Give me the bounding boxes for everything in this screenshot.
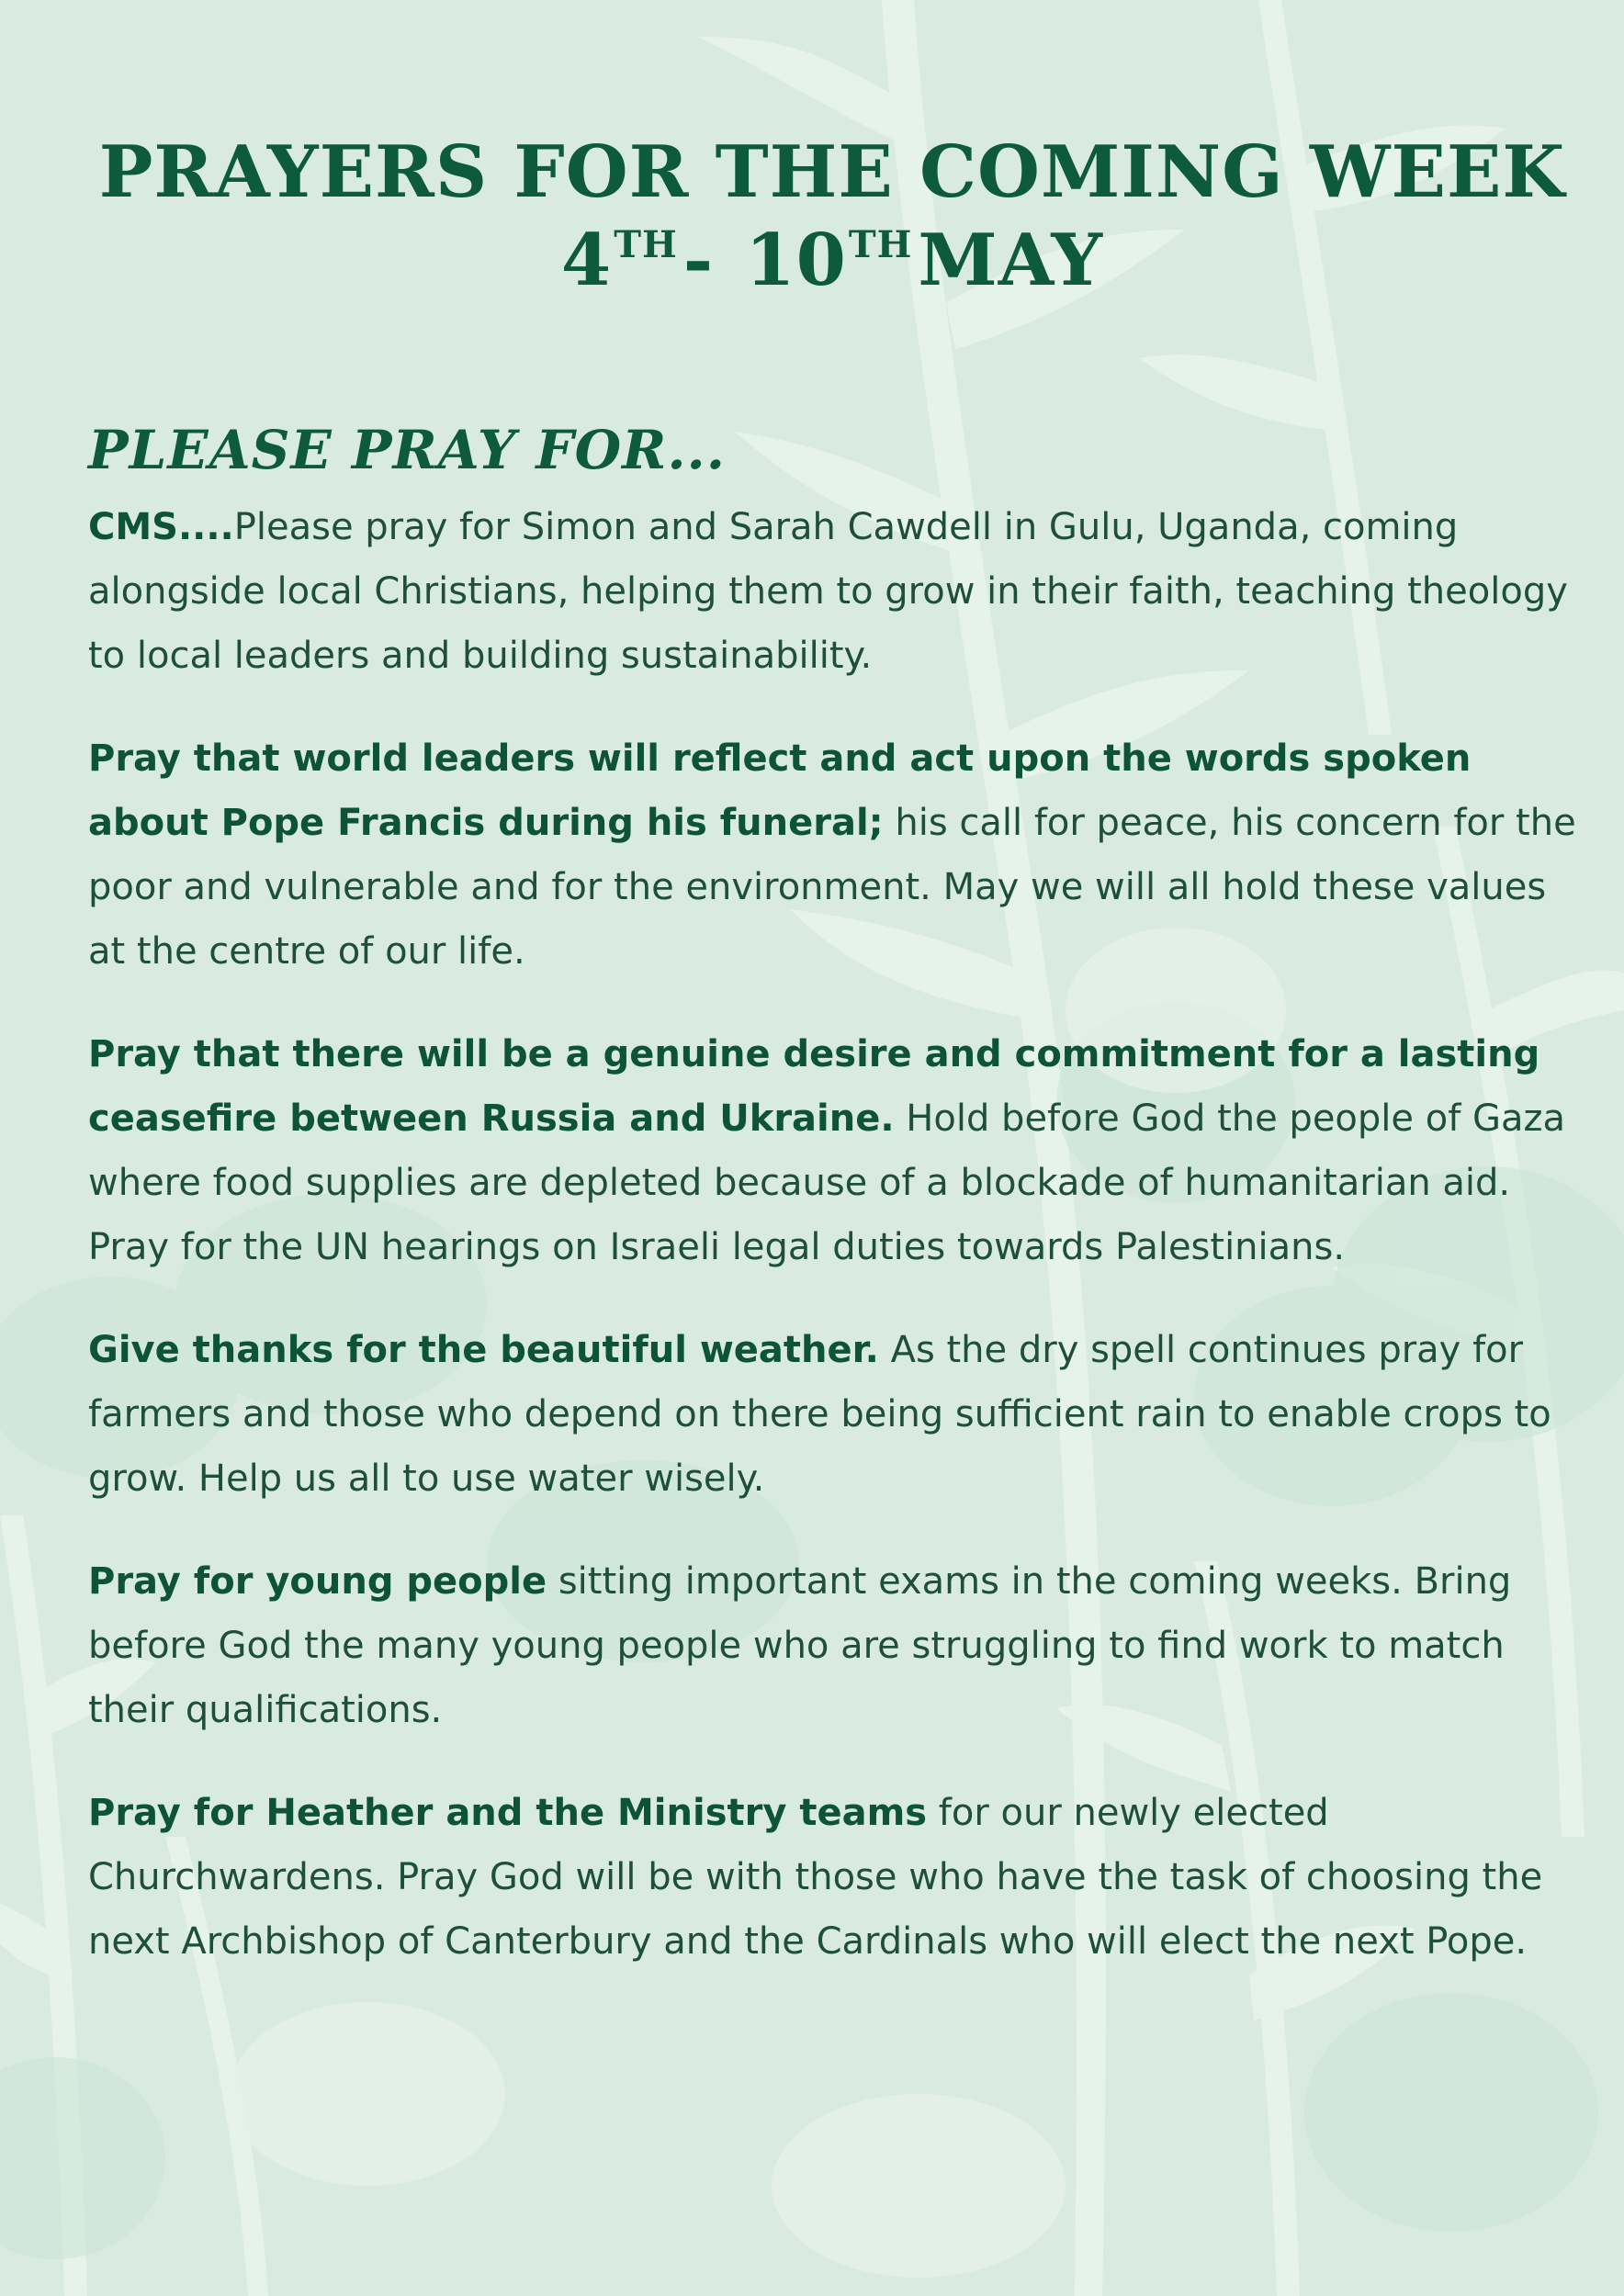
section-heading: PLEASE PRAY FOR...	[88, 419, 726, 481]
prayer-item-cms	[88, 495, 1576, 688]
prayer-text: As the dry spell continues pray for farmers and those who depend on there being sufficient rain to enable crops to grow. Help us all to use water wisely.	[88, 1329, 1551, 1500]
prayer-text: Hold before God the people of Gaza where food supplies are depleted because of a blockade of humanitarian aid. Pray for the UN hearings on Israeli legal duties towards Palestinians.	[88, 1097, 1566, 1268]
prayer-text: for our newly elected Churchwardens. Pray God will be with those who have the task of choosing the next Archbishop of Canterbury and the Cardinals who will elect the next Pope.	[88, 1792, 1543, 1963]
page-title	[88, 129, 1576, 317]
date-month: MAY	[918, 219, 1104, 302]
date-range	[88, 217, 1576, 317]
prayer-lead: Give thanks for the beautiful weather.	[88, 1329, 879, 1371]
prayer-text: sitting important exams in the coming weeks. Bring before God the many young people who are struggling to find work to match their qualifications.	[88, 1560, 1512, 1731]
date-separator: -	[682, 219, 715, 302]
prayer-item-young-people	[88, 1549, 1576, 1742]
prayer-lead: Pray for young people	[88, 1560, 547, 1603]
prayer-sheet	[88, 0, 1576, 1974]
date-end-suffix: TH	[848, 223, 913, 266]
prayer-lead: Pray for Heather and the Ministry teams	[88, 1792, 928, 1834]
title-line: PRAYERS FOR THE COMING WEEK	[98, 130, 1566, 214]
prayer-item-ceasefire	[88, 1022, 1576, 1279]
prayer-lead: Pray that there will be a genuine desire and commitment for a lasting ceasefire between Russia and Ukraine.	[88, 1033, 1540, 1140]
prayer-lead: CMS....	[88, 506, 234, 548]
date-start-suffix: TH	[614, 223, 678, 266]
date-end-number: 10	[745, 219, 847, 302]
date-start-number: 4	[560, 219, 613, 302]
prayer-item-ministry-teams	[88, 1781, 1576, 1974]
prayer-item-world-leaders	[88, 726, 1576, 984]
prayer-text: his call for peace, his concern for the poor and vulnerable and for the environment. May we will all hold these values at the centre of our life.	[88, 802, 1576, 973]
prayer-item-weather	[88, 1318, 1576, 1511]
prayer-text: Please pray for Simon and Sarah Cawdell in Gulu, Uganda, coming alongside local Christians, helping them to grow in their faith, teaching theology to local leaders and building sustainability.	[88, 506, 1568, 677]
prayer-lead: Pray that world leaders will reflect and act upon the words spoken about Pope Francis during his funeral;	[88, 737, 1472, 844]
